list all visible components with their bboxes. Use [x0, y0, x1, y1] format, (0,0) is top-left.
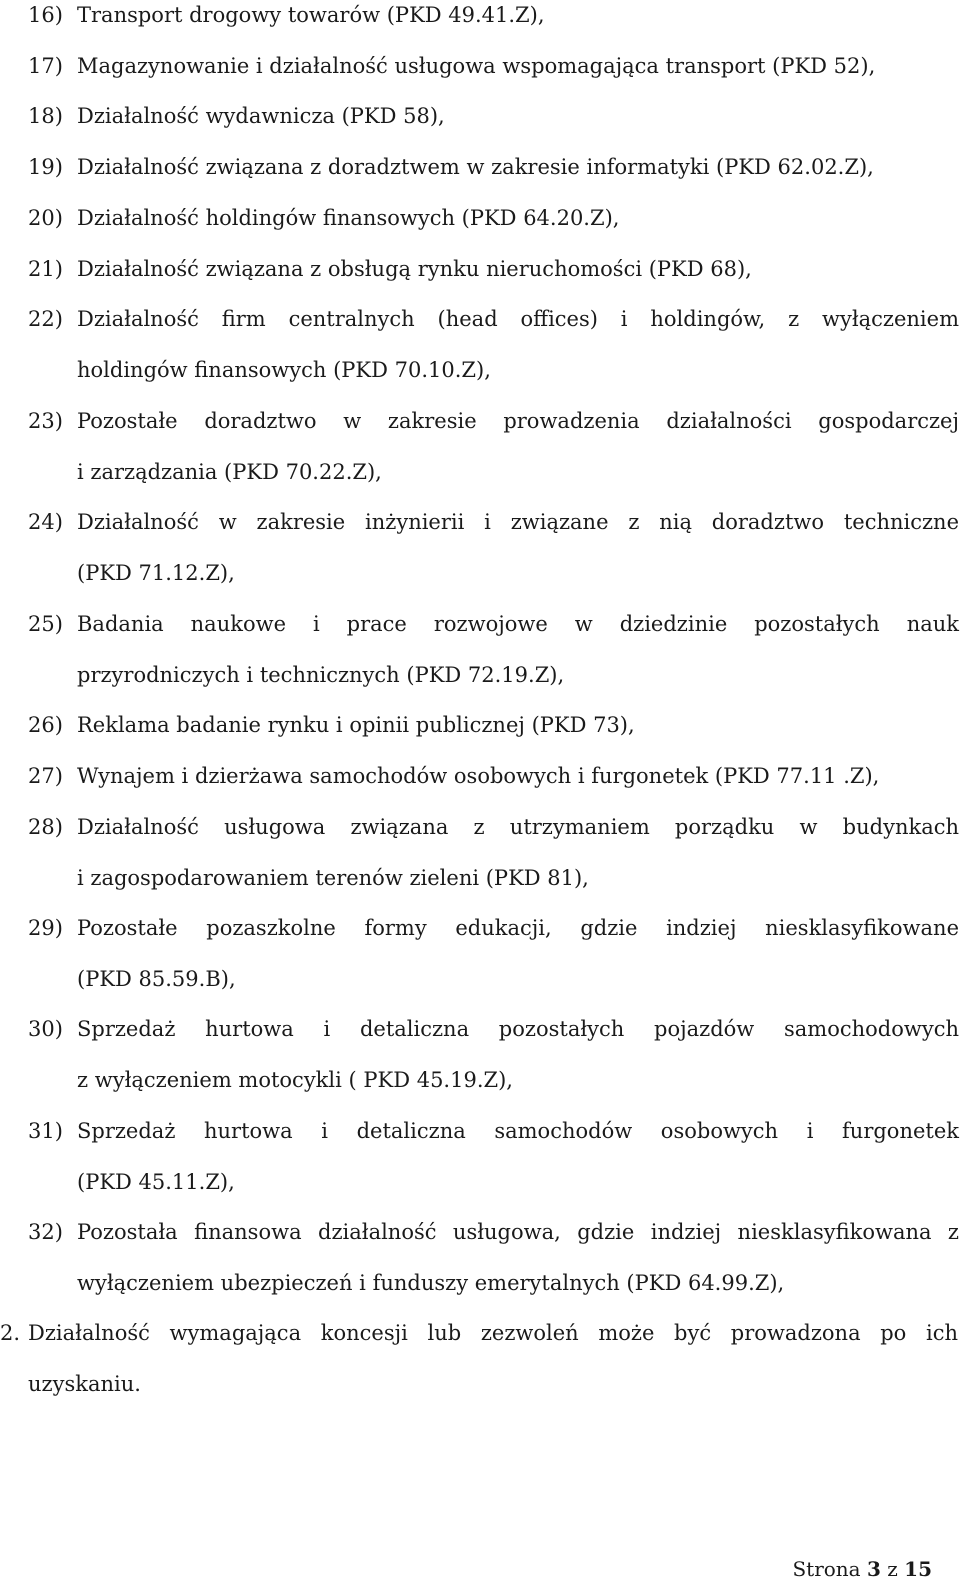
current-page-number: 3 — [866, 1557, 881, 1581]
list-item-number: 19) — [28, 155, 63, 179]
list-item-text-continued: (PKD 85.59.B), — [77, 967, 236, 991]
list-item-text-continued: (PKD 71.12.Z), — [77, 561, 235, 585]
list-item-text: Działalność związana z obsługą rynku nieruchomości (PKD 68), — [77, 257, 752, 281]
list-item-text: Działalność holdingów finansowych (PKD 64.20.Z), — [77, 206, 620, 230]
list-item-text: Działalność w zakresie inżynierii i związane z nią doradztwo techniczne — [77, 510, 959, 534]
list-item-number: 25) — [28, 612, 63, 636]
list-item-number: 29) — [28, 916, 63, 940]
list-item-number: 28) — [28, 815, 63, 839]
list-item-text-continued: przyrodniczych i technicznych (PKD 72.19.Z), — [77, 663, 565, 687]
list-item-text-continued: (PKD 45.11.Z), — [77, 1170, 235, 1194]
list-item-text: Działalność związana z doradztwem w zakresie informatyki (PKD 62.02.Z), — [77, 155, 874, 179]
list-item-text: Wynajem i dzierżawa samochodów osobowych i furgonetek (PKD 77.11 .Z), — [77, 764, 880, 788]
list-item-number: 31) — [28, 1119, 63, 1143]
list-item-text: Działalność wydawnicza (PKD 58), — [77, 104, 445, 128]
list-item-number: 30) — [28, 1017, 63, 1041]
list-item-text: Pozostałe pozaszkolne formy edukacji, gdzie indziej niesklasyfikowane — [77, 916, 959, 940]
page-number-footer — [792, 1557, 932, 1581]
page-of-label: z — [887, 1557, 898, 1581]
list-item-number: 26) — [28, 713, 63, 737]
list-item-number: 17) — [28, 54, 63, 78]
list-item-number: 24) — [28, 510, 63, 534]
list-item-number: 23) — [28, 409, 63, 433]
list-item-number: 21) — [28, 257, 63, 281]
list-item-text: Reklama badanie rynku i opinii publicznej (PKD 73), — [77, 713, 635, 737]
list-item-text-continued: i zarządzania (PKD 70.22.Z), — [77, 460, 382, 484]
list-item-text: Badania naukowe i prace rozwojowe w dziedzinie pozostałych nauk — [77, 612, 959, 636]
list-item-text-continued: holdingów finansowych (PKD 70.10.Z), — [77, 358, 491, 382]
point-text: Działalność wymagająca koncesji lub zezwoleń może być prowadzona po ich — [28, 1321, 958, 1345]
list-item-text: Sprzedaż hurtowa i detaliczna samochodów osobowych i furgonetek — [77, 1119, 959, 1143]
point-text-continued: uzyskaniu. — [28, 1372, 141, 1396]
list-item-text-continued: wyłączeniem ubezpieczeń i funduszy emerytalnych (PKD 64.99.Z), — [77, 1271, 785, 1295]
list-item-text: Sprzedaż hurtowa i detaliczna pozostałych pojazdów samochodowych — [77, 1017, 959, 1041]
list-item-number: 22) — [28, 307, 63, 331]
total-pages-number: 15 — [904, 1557, 932, 1581]
list-item-number: 27) — [28, 764, 63, 788]
list-item-text: Działalność usługowa związana z utrzymaniem porządku w budynkach — [77, 815, 959, 839]
point-number: 2. — [0, 1321, 21, 1345]
list-item-text-continued: z wyłączeniem motocykli ( PKD 45.19.Z), — [77, 1068, 513, 1092]
list-item-text: Pozostałe doradztwo w zakresie prowadzenia działalności gospodarczej — [77, 409, 959, 433]
list-item-number: 16) — [28, 3, 63, 27]
list-item-text: Pozostała finansowa działalność usługowa, gdzie indziej niesklasyfikowana z — [77, 1220, 959, 1244]
list-item-text: Transport drogowy towarów (PKD 49.41.Z), — [77, 3, 545, 27]
list-item-text-continued: i zagospodarowaniem terenów zieleni (PKD 81), — [77, 866, 589, 890]
page-label: Strona — [792, 1557, 861, 1581]
list-item-number: 20) — [28, 206, 63, 230]
list-item-number: 18) — [28, 104, 63, 128]
list-item-text: Działalność firm centralnych (head offices) i holdingów, z wyłączeniem — [77, 307, 959, 331]
list-item-text: Magazynowanie i działalność usługowa wspomagająca transport (PKD 52), — [77, 54, 876, 78]
list-item-number: 32) — [28, 1220, 63, 1244]
